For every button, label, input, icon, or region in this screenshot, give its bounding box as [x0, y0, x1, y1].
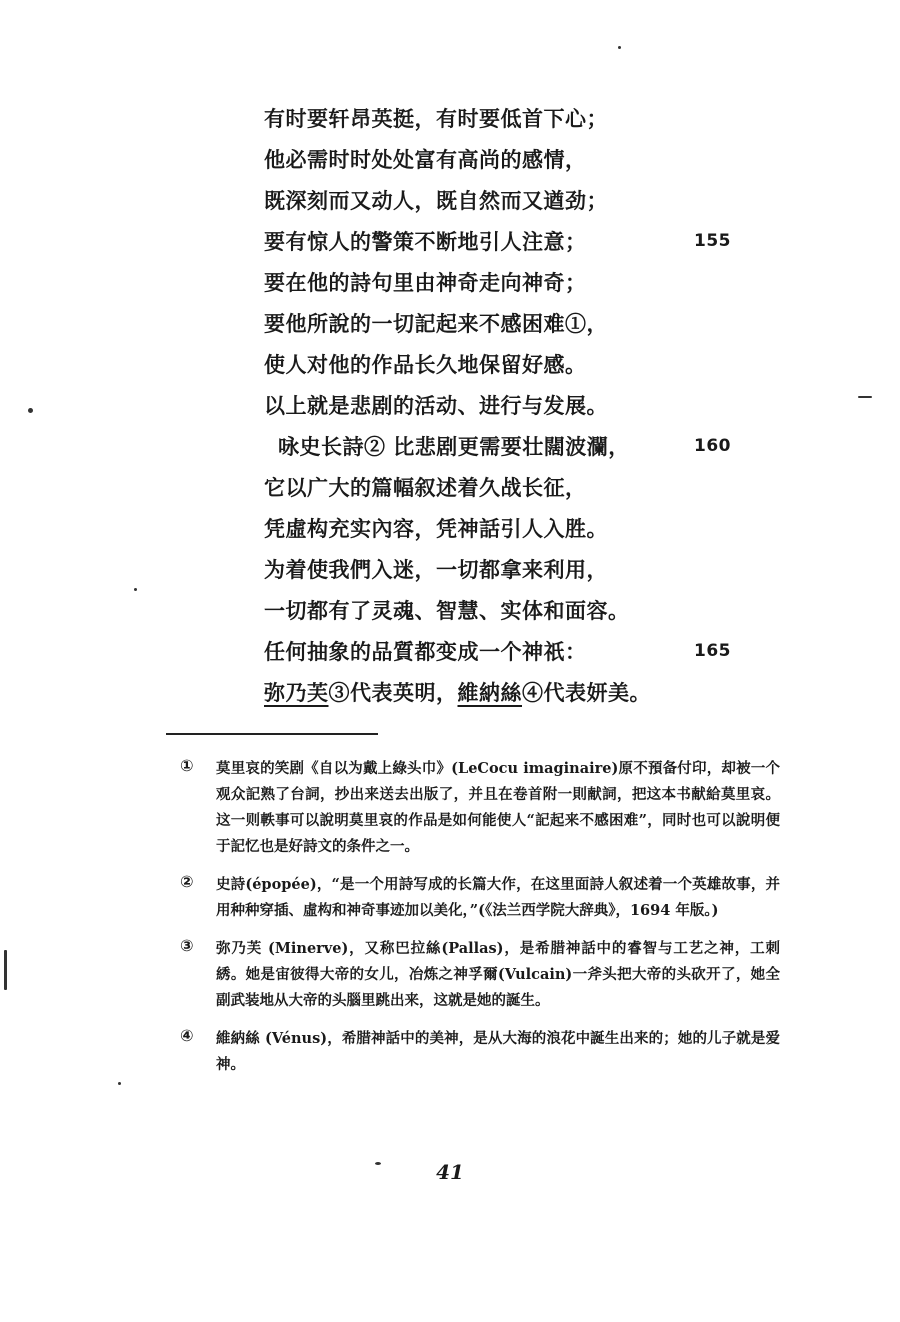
- verse-line-text: 它以广大的篇幅叙述着久战长征，: [264, 475, 587, 500]
- verse-line: [264, 467, 824, 508]
- verse-line-text: 要有惊人的警策不断地引人注意；: [264, 229, 587, 254]
- verse-line-text: 以上就是悲剧的活动、进行与发展。: [264, 393, 608, 418]
- verse-line: [264, 631, 824, 672]
- verse-line-text: 凭虛构充实內容，凭神話引人入胜。: [264, 516, 608, 541]
- verse-line: [264, 672, 824, 713]
- scan-speck: [618, 46, 621, 49]
- footnote-mark: ④: [180, 1026, 194, 1045]
- verse-line-text: 一切都有了灵魂、智慧、实体和面容。: [264, 598, 630, 623]
- verse-line: [264, 344, 824, 385]
- poem-verse: [264, 98, 824, 713]
- verse-line: [264, 508, 824, 549]
- verse-line: [264, 221, 824, 262]
- page-number: 41: [436, 1160, 464, 1184]
- footnote-text: 弥乃芙 (Minerve)，又称巴拉絲(Pallas)，是希腊神話中的睿智与工艺之神，工刺綉。她是宙彼得大帝的女儿，冶炼之神孚爾(Vulcain)一斧头把大帝的头砍开了，她全副武装地从大帝的头腦里跳出来，这就是她的誕生。: [216, 940, 780, 1009]
- footnote: [180, 872, 780, 924]
- footnote-text: 史詩(épopée)，“是一个用詩写成的长篇大作，在这里面詩人叙述着一个英雄故事，并用种种穿插、虛构和神奇事迹加以美化，”(《法兰西学院大辞典》，1694 年版。): [216, 876, 780, 919]
- verse-line-text: ④代表妍美。: [522, 680, 651, 705]
- footnote-text: 莫里哀的笑剧《自以为戴上綠头巾》(LeCocu imaginaire)原不預备付印，却被一个观众記熟了台詞，抄出来送去出版了，并且在卷首附一則献詞，把这本书献給莫里哀。这一则軼事可以說明莫里哀的作品是如何能使人“記起来不感困难”，同时也可以說明便于記忆也是好詩文的条件之一。: [216, 760, 780, 855]
- scan-speck: [134, 588, 137, 591]
- verse-line-text: 任何抽象的品質都变成一个神祇：: [264, 639, 587, 664]
- scan-speck: [28, 408, 33, 413]
- verse-line: [264, 139, 824, 180]
- verse-line: [264, 262, 824, 303]
- line-number: 155: [694, 231, 731, 251]
- footnote-mark: ③: [180, 936, 194, 955]
- verse-line-text: 要他所說的一切記起来不感困难①，: [264, 311, 608, 336]
- verse-line-text: 既深刻而又动人，既自然而又遒劲；: [264, 188, 608, 213]
- verse-line-text: 使人对他的作品长久地保留好感。: [264, 352, 587, 377]
- verse-line-text: 他必需时时处处富有高尚的感情，: [264, 147, 587, 172]
- line-number: 160: [694, 436, 731, 456]
- verse-line: [264, 385, 824, 426]
- verse-line: [264, 590, 824, 631]
- footnote: [180, 936, 780, 1014]
- verse-line-text: ③代表英明，: [328, 680, 458, 705]
- footnote-divider: [166, 733, 378, 735]
- scan-speck: [118, 1082, 121, 1085]
- verse-line: [264, 98, 824, 139]
- verse-line-text: 有时要轩昂英挺，有时要低首下心；: [264, 106, 608, 131]
- footnote-text: 維納絲 (Vénus)，希腊神話中的美神，是从大海的浪花中誕生出来的；她的儿子就是爱神。: [216, 1030, 780, 1073]
- verse-line: [264, 303, 824, 344]
- deity-name: 維納絲: [457, 680, 522, 705]
- verse-line: [264, 549, 824, 590]
- verse-line-text: 为着使我們入迷，一切都拿来利用，: [264, 557, 608, 582]
- verse-line-text: 要在他的詩句里由神奇走向神奇；: [264, 270, 587, 295]
- line-number: 165: [694, 641, 731, 661]
- verse-line: [264, 426, 824, 467]
- scan-speck: [858, 396, 872, 398]
- scan-speck: [375, 1162, 381, 1165]
- footnote: [180, 1026, 780, 1078]
- footnote-mark: ①: [180, 756, 194, 775]
- verse-line: [264, 180, 824, 221]
- footnote-mark: ②: [180, 872, 194, 891]
- footnotes: [180, 756, 780, 1090]
- footnote: [180, 756, 780, 860]
- verse-line-text: 咏史长詩② 比悲剧更需要壮闊波瀾，: [278, 434, 630, 459]
- scan-speck: [4, 950, 7, 990]
- deity-name: 弥乃芙: [264, 680, 329, 705]
